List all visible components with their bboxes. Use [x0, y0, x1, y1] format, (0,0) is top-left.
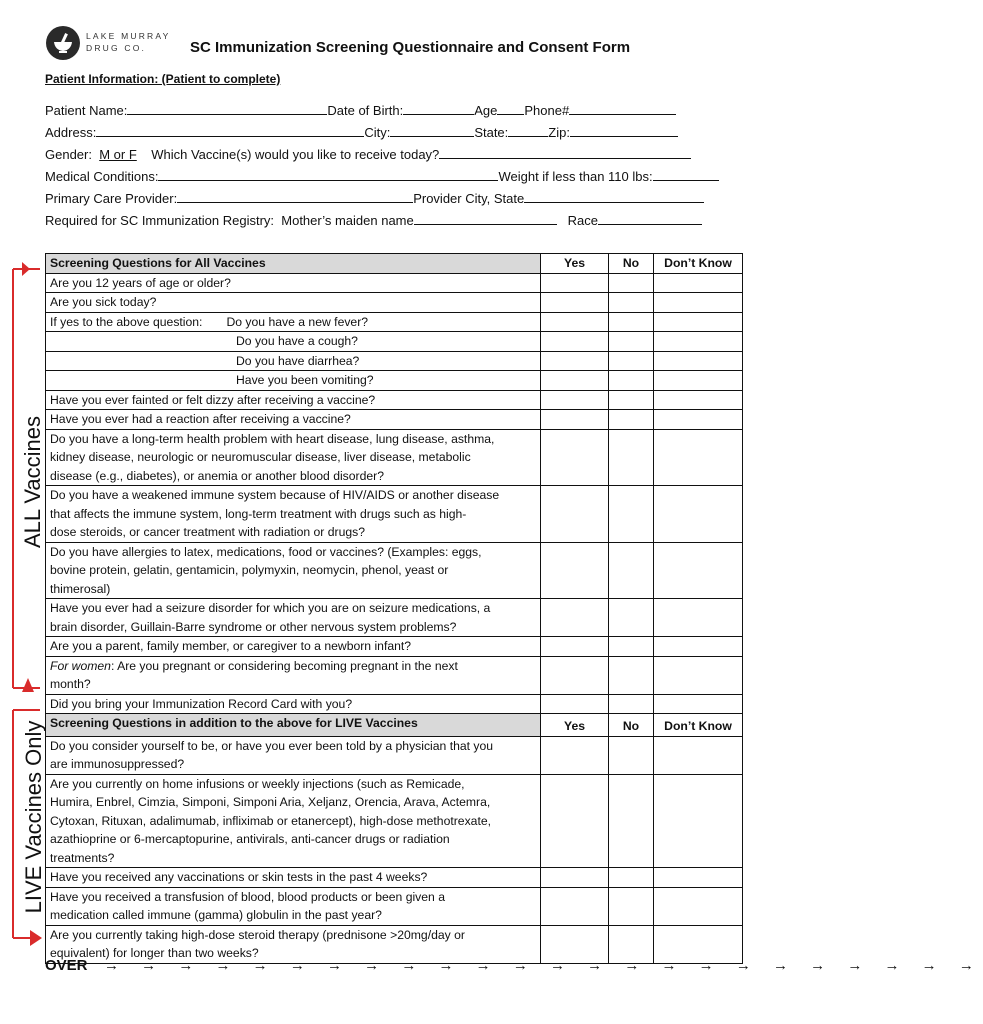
dob-field[interactable] [403, 100, 474, 115]
answer-dont-know[interactable] [654, 868, 743, 888]
table-row: Do you have diarrhea? [46, 351, 743, 371]
answer-dont-know[interactable] [654, 410, 743, 430]
medical-conditions-field[interactable] [158, 166, 498, 181]
all-bracket-bottom-arrow [22, 678, 34, 692]
answer-no[interactable] [609, 486, 654, 543]
screening-table [45, 253, 743, 964]
patient-info-heading: Patient Information: (Patient to complete) [45, 72, 281, 86]
table-row: Are you currently taking high-dose steroid therapy (prednisone >20mg/day or equivalent) for longer than two weeks? [46, 925, 743, 963]
answer-dont-know[interactable] [654, 312, 743, 332]
answer-dont-know[interactable] [654, 390, 743, 410]
answer-dont-know[interactable] [654, 656, 743, 694]
answer-yes[interactable] [541, 351, 609, 371]
arrow-right-icon: → → → → → → → → → → → → → → → → → → → → → → → → [104, 957, 983, 974]
table-row: Do you have allergies to latex, medications, food or vaccines? (Examples: eggs, bovine protein, gelatin, gentamicin, polymyxin, neomycin, phenol, yeast or thimerosal) [46, 542, 743, 599]
table-row: Are you currently on home infusions or weekly injections (such as Remicade, Humira, Enbrel, Cimzia, Simponi, Simponi Aria, Xeljanz, Orencia, Arava, Actemra, Cytoxan, Rituxan, adalimumab, infliximab or etanercept), high-dose methotrexate, azathioprine or 6-mercaptopurine, antivirals, anti-cancer drugs or radiation treatments? [46, 774, 743, 868]
age-field[interactable] [497, 100, 524, 115]
answer-no[interactable] [609, 599, 654, 637]
header-dont-know-live: Don’t Know [654, 714, 743, 737]
table-row: Do you have a cough? [46, 332, 743, 352]
answer-no[interactable] [609, 312, 654, 332]
patient-info-section: Patient Name: Date of Birth: Age Phone# Address: City: State: Zip: Gender: M or F Which Vaccine(s) would you like to receive today? Medical Conditions: Weight if less than 110 lbs: Primary Care Provider: Provider City, State Required for SC Immunization Registry: Mother’s maiden name Race [45, 100, 725, 232]
answer-yes[interactable] [541, 273, 609, 293]
table-row: Are you a parent, family member, or caregiver to a newborn infant? [46, 637, 743, 657]
answer-dont-know[interactable] [654, 637, 743, 657]
table-row: Have you ever had a seizure disorder for which you are on seizure medications, a brain disorder, Guillain-Barre syndrome or other nervous system problems? [46, 599, 743, 637]
table-row: If yes to the above question: Do you have a new fever? [46, 312, 743, 332]
answer-yes[interactable] [541, 486, 609, 543]
table-header-all [46, 254, 743, 274]
answer-yes[interactable] [541, 868, 609, 888]
answer-no[interactable] [609, 887, 654, 925]
answer-yes[interactable] [541, 637, 609, 657]
zip-field[interactable] [570, 122, 678, 137]
patient-name-field[interactable] [127, 100, 327, 115]
gender-options[interactable]: M or F [99, 147, 137, 162]
header-yes-live: Yes [541, 714, 609, 737]
race-field[interactable] [598, 210, 702, 225]
maiden-name-field[interactable] [414, 210, 557, 225]
answer-no[interactable] [609, 637, 654, 657]
answer-yes[interactable] [541, 390, 609, 410]
table-row: Do you have a weakened immune system because of HIV/AIDS or another disease that affects the immune system, long-term treatment with drugs such as high- dose steroids, or cancer treatment with radiation or drugs? [46, 486, 743, 543]
answer-dont-know[interactable] [654, 293, 743, 313]
header-all-vaccines: Screening Questions for All Vaccines [46, 254, 541, 274]
table-row: Have you ever fainted or felt dizzy after receiving a vaccine? [46, 390, 743, 410]
answer-yes[interactable] [541, 656, 609, 694]
answer-no[interactable] [609, 868, 654, 888]
answer-no[interactable] [609, 542, 654, 599]
answer-dont-know[interactable] [654, 542, 743, 599]
answer-dont-know[interactable] [654, 486, 743, 543]
table-row: Are you 12 years of age or older? [46, 273, 743, 293]
header-yes: Yes [541, 254, 609, 274]
answer-no[interactable] [609, 273, 654, 293]
vaccine-field[interactable] [439, 144, 691, 159]
answer-no[interactable] [609, 410, 654, 430]
live-vaccines-label: LIVE Vaccines Only [21, 720, 46, 914]
answer-yes[interactable] [541, 332, 609, 352]
answer-dont-know[interactable] [654, 371, 743, 391]
page-title: SC Immunization Screening Questionnaire and Consent Form [190, 39, 631, 56]
provider-city-field[interactable] [524, 188, 704, 203]
header-live-vaccines: Screening Questions in addition to the above for LIVE Vaccines [46, 714, 541, 737]
answer-dont-know[interactable] [654, 694, 743, 714]
table-row: Did you bring your Immunization Record Card with you? [46, 694, 743, 714]
answer-yes[interactable] [541, 410, 609, 430]
table-row: Have you received any vaccinations or skin tests in the past 4 weeks? [46, 868, 743, 888]
answer-yes[interactable] [541, 774, 609, 868]
answer-yes[interactable] [541, 542, 609, 599]
header-no-live: No [609, 714, 654, 737]
table-row: Have you received a transfusion of blood, blood products or been given a medication called immune (gamma) globulin in the past year? [46, 887, 743, 925]
answer-no[interactable] [609, 351, 654, 371]
answer-no[interactable] [609, 293, 654, 313]
answer-dont-know[interactable] [654, 351, 743, 371]
address-field[interactable] [96, 122, 364, 137]
answer-no[interactable] [609, 656, 654, 694]
answer-yes[interactable] [541, 736, 609, 774]
answer-dont-know[interactable] [654, 332, 743, 352]
over-label: OVER [45, 957, 88, 974]
answer-no[interactable] [609, 429, 654, 486]
answer-yes[interactable] [541, 599, 609, 637]
logo-text: LAKE MURRAY DRUG CO. [86, 31, 171, 53]
table-row: Do you have a long-term health problem with heart disease, lung disease, asthma, kidney disease, neurologic or neuromuscular disease, liver disease, metabolic disease (e.g., diabetes), or anemia or another blood disorder? [46, 429, 743, 486]
state-field[interactable] [508, 122, 548, 137]
all-vaccines-label: ALL Vaccines [20, 415, 45, 549]
header-no: No [609, 254, 654, 274]
answer-yes[interactable] [541, 429, 609, 486]
answer-no[interactable] [609, 332, 654, 352]
answer-dont-know[interactable] [654, 273, 743, 293]
header-dont-know: Don’t Know [654, 254, 743, 274]
weight-field[interactable] [653, 166, 719, 181]
answer-yes[interactable] [541, 694, 609, 714]
logo [46, 26, 176, 62]
table-row: Do you consider yourself to be, or have you ever been told by a physician that you are immunosuppressed? [46, 736, 743, 774]
answer-no[interactable] [609, 694, 654, 714]
table-row: For women: Are you pregnant or considering becoming pregnant in the next month? [46, 656, 743, 694]
answer-yes[interactable] [541, 312, 609, 332]
phone-field[interactable] [569, 100, 676, 115]
pcp-field[interactable] [177, 188, 413, 203]
answer-dont-know[interactable] [654, 774, 743, 868]
answer-no[interactable] [609, 774, 654, 868]
live-bracket-bottom-arrow [30, 930, 42, 946]
answer-yes[interactable] [541, 887, 609, 925]
table-row: Have you been vomiting? [46, 371, 743, 391]
table-row: Are you sick today? [46, 293, 743, 313]
table-header-live [46, 714, 743, 737]
answer-dont-know[interactable] [654, 736, 743, 774]
answer-no[interactable] [609, 371, 654, 391]
answer-yes[interactable] [541, 293, 609, 313]
answer-dont-know[interactable] [654, 599, 743, 637]
city-field[interactable] [390, 122, 474, 137]
answer-yes[interactable] [541, 371, 609, 391]
answer-dont-know[interactable] [654, 429, 743, 486]
answer-dont-know[interactable] [654, 887, 743, 925]
answer-no[interactable] [609, 390, 654, 410]
table-row: Have you ever had a reaction after receiving a vaccine? [46, 410, 743, 430]
answer-no[interactable] [609, 736, 654, 774]
